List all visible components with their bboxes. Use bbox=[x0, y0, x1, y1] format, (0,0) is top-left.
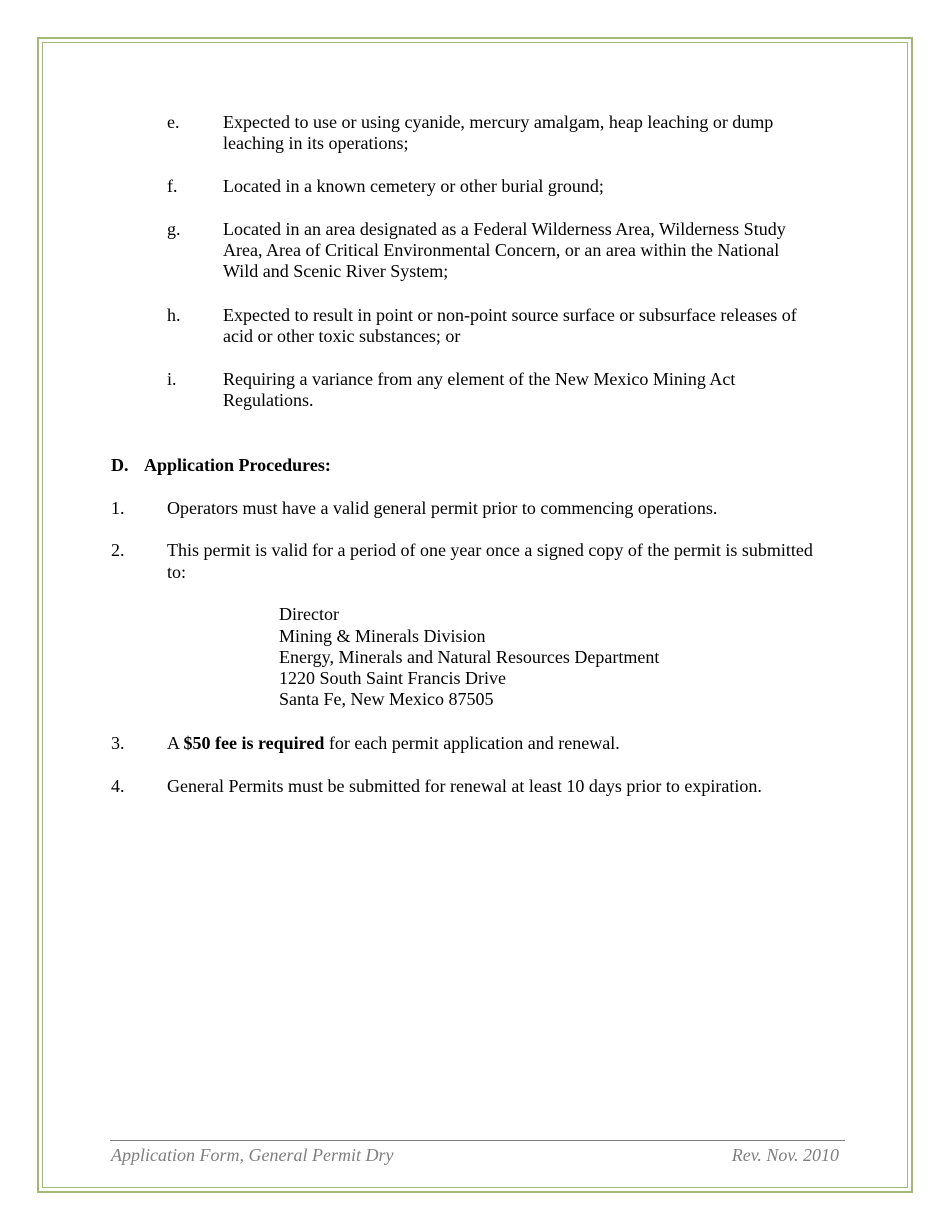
list-marker-i: i. bbox=[167, 369, 177, 389]
list-item-g-line-3: Wild and Scenic River System; bbox=[223, 261, 449, 281]
list-item-i-line-2: Regulations. bbox=[223, 390, 314, 410]
list-item-e-line-2: leaching in its operations; bbox=[223, 133, 409, 153]
procedure-number-4: 4. bbox=[111, 776, 125, 796]
address-line-1: Director bbox=[279, 604, 339, 624]
list-marker-h: h. bbox=[167, 305, 181, 325]
address-line-5: Santa Fe, New Mexico 87505 bbox=[279, 689, 494, 709]
page-border-inner bbox=[42, 42, 908, 1188]
list-item-h-line-2: acid or other toxic substances; or bbox=[223, 326, 461, 346]
footer-form-title: Application Form, General Permit Dry bbox=[111, 1145, 394, 1165]
procedure-number-3: 3. bbox=[111, 733, 125, 753]
procedure-text-1: Operators must have a valid general permit prior to commencing operations. bbox=[167, 498, 718, 518]
list-item-i-line-1: Requiring a variance from any element of the New Mexico Mining Act bbox=[223, 369, 736, 389]
procedure-text-4: General Permits must be submitted for renewal at least 10 days prior to expiration. bbox=[167, 776, 762, 796]
procedure-text-3 bbox=[167, 733, 620, 755]
section-d-letter: D. bbox=[111, 455, 129, 475]
procedure-number-2: 2. bbox=[111, 540, 125, 560]
procedure-text-3-prefix: A bbox=[167, 733, 184, 753]
footer-rule bbox=[110, 1140, 845, 1141]
list-item-e-line-1: Expected to use or using cyanide, mercury amalgam, heap leaching or dump bbox=[223, 112, 774, 132]
address-line-4: 1220 South Saint Francis Drive bbox=[279, 668, 506, 688]
list-item-g-line-1: Located in an area designated as a Federal Wilderness Area, Wilderness Study bbox=[223, 219, 786, 239]
address-line-2: Mining & Minerals Division bbox=[279, 626, 486, 646]
footer-revision: Rev. Nov. 2010 bbox=[731, 1145, 839, 1165]
list-marker-f: f. bbox=[167, 176, 178, 196]
procedure-text-3-suffix: for each permit application and renewal. bbox=[324, 733, 620, 753]
address-line-3: Energy, Minerals and Natural Resources Department bbox=[279, 647, 660, 667]
procedure-text-2-line-2: to: bbox=[167, 562, 187, 582]
list-marker-g: g. bbox=[167, 219, 181, 239]
list-marker-e: e. bbox=[167, 112, 180, 132]
list-item-g-line-2: Area, Area of Critical Environmental Concern, or an area within the National bbox=[223, 240, 780, 260]
list-item-f-line-1: Located in a known cemetery or other burial ground; bbox=[223, 176, 604, 196]
fee-required-emphasis: $50 fee is required bbox=[183, 733, 325, 753]
procedure-text-2-line-1: This permit is valid for a period of one year once a signed copy of the permit is submitted bbox=[167, 540, 813, 560]
procedure-number-1: 1. bbox=[111, 498, 125, 518]
list-item-h-line-1: Expected to result in point or non-point source surface or subsurface releases of bbox=[223, 305, 797, 325]
section-d-heading: Application Procedures: bbox=[144, 455, 331, 475]
